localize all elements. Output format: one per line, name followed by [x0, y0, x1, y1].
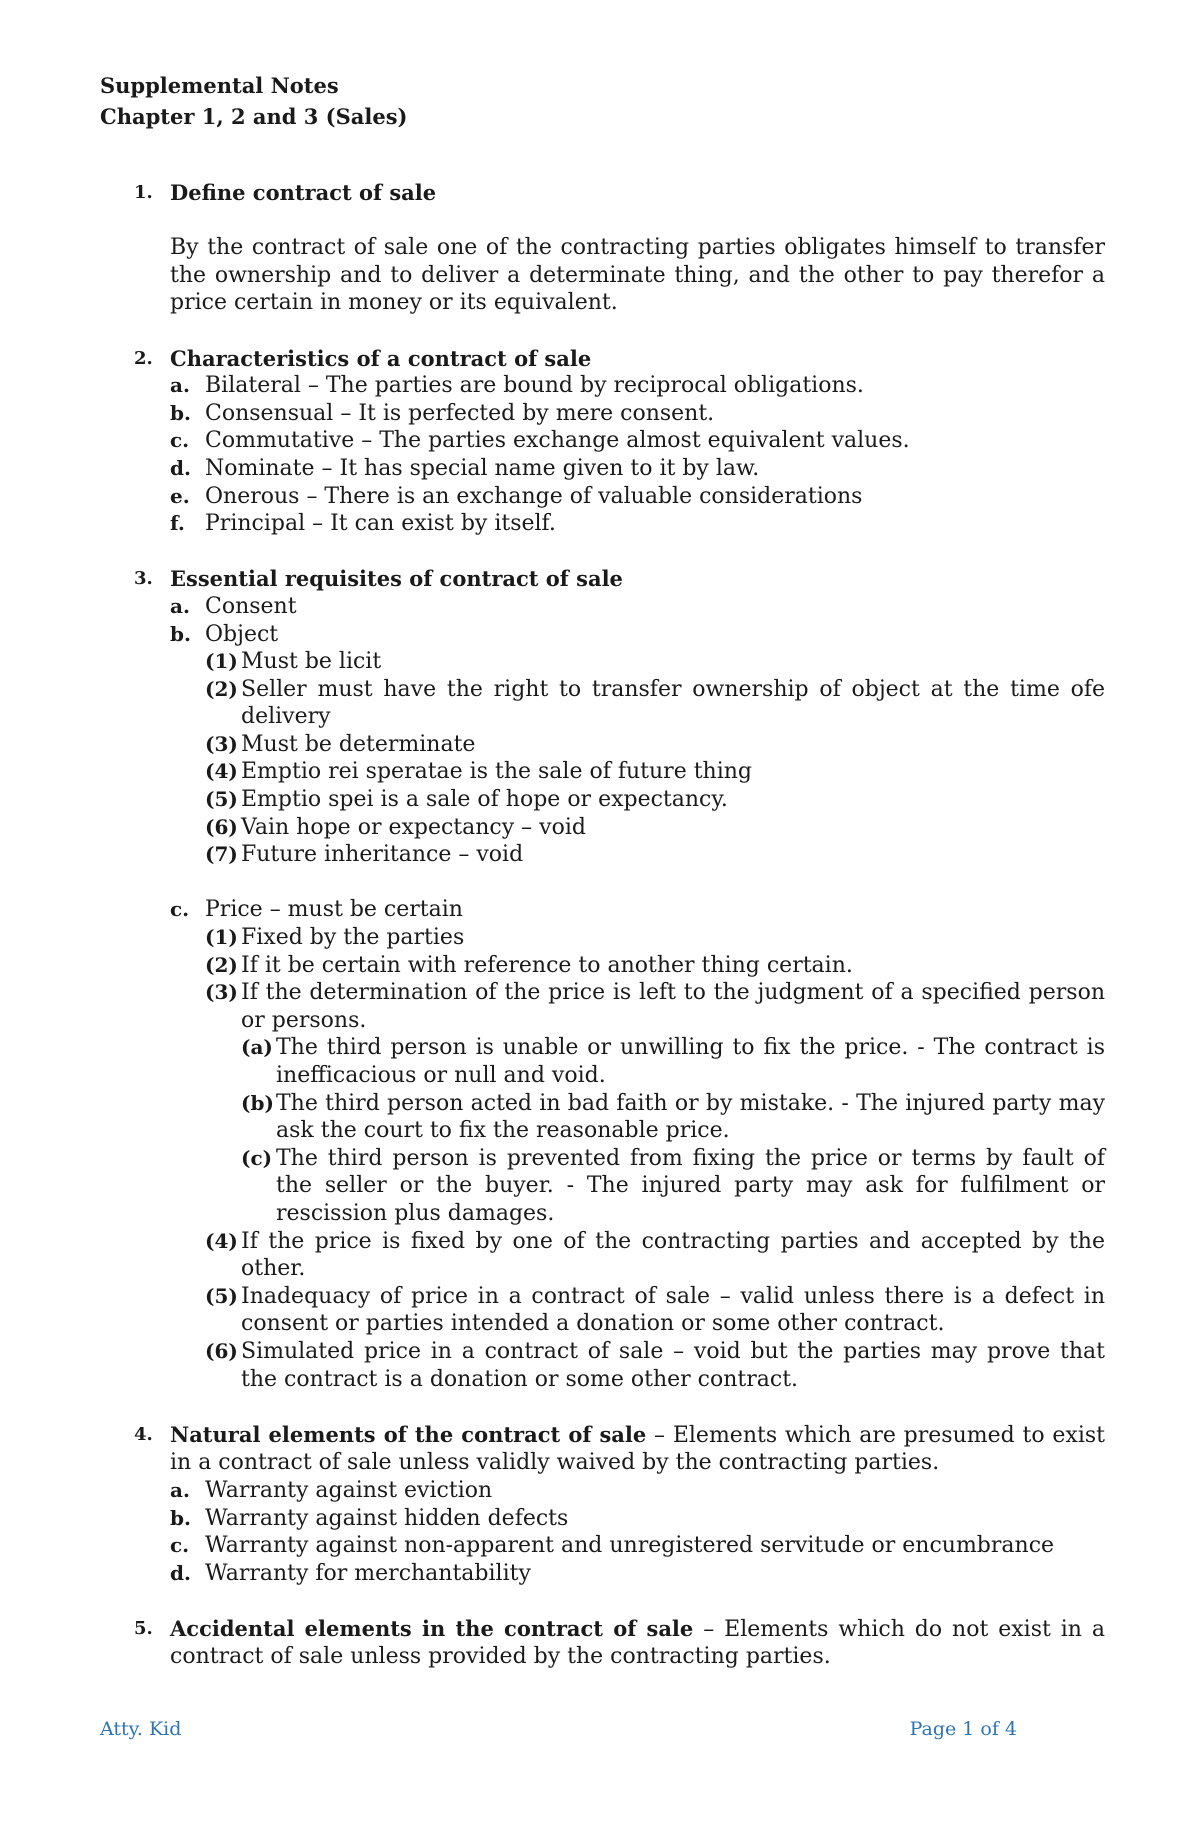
sub-list-item	[170, 1283, 1105, 1338]
list-item	[170, 1505, 1105, 1533]
document-body	[100, 179, 1105, 1671]
section-2	[100, 345, 1105, 538]
footer-author: Atty. Kid	[100, 1718, 182, 1740]
definition-paragraph: By the contract of sale one of the contracting parties obligates himself to transfer the ownership and to deliver a determinate thing, and the other to pay therefor a price certain in money or its equivalent.	[170, 235, 1105, 316]
sub-list-item	[170, 648, 1105, 676]
section-4	[100, 1421, 1105, 1588]
list-marker: (b)	[241, 1090, 274, 1115]
list-marker: (2)	[205, 676, 238, 701]
header-title: Supplemental Notes	[100, 73, 339, 98]
sub-list-item	[170, 758, 1105, 786]
sub-list-item	[170, 1338, 1105, 1393]
list-marker: (1)	[205, 925, 238, 950]
section-title: Define contract of sale	[170, 180, 437, 205]
list-item	[170, 1477, 1105, 1505]
list-item-text: Nominate – It has special name given to it by law.	[205, 455, 760, 481]
sub-list-item	[170, 924, 1105, 952]
list-item-text: Object	[205, 621, 279, 647]
list-item-text: Warranty against eviction	[205, 1477, 493, 1503]
sub-sub-list-item	[170, 1034, 1105, 1089]
sub-list-item	[170, 814, 1105, 842]
list-item-text: Commutative – The parties exchange almost equivalent values.	[205, 428, 910, 454]
list-marker: a.	[170, 1477, 190, 1502]
list-item	[170, 455, 1105, 483]
list-item-text: If it be certain with reference to another thing certain.	[241, 952, 853, 978]
list-item-text: The third person is prevented from fixing the price or terms by fault of the seller or the buyer. - The injured party may ask for fulfilment or rescission plus damages.	[276, 1145, 1105, 1226]
list-item	[170, 1532, 1105, 1560]
list-item-text: Consent	[205, 593, 297, 619]
section-number: 4.	[134, 1423, 153, 1445]
list-marker: e.	[170, 483, 190, 508]
section-title: Accidental elements in the contract of sale	[170, 1615, 694, 1641]
section-heading-paragraph	[170, 1421, 1105, 1477]
sub-list-item	[170, 676, 1105, 731]
list-item-text: Principal – It can exist by itself.	[205, 511, 556, 537]
section-5	[100, 1615, 1105, 1671]
list-marker: b.	[170, 400, 191, 425]
list-marker: (a)	[241, 1035, 273, 1060]
list-marker: d.	[170, 455, 191, 480]
list-item-text: Emptio rei speratae is the sale of future thing	[241, 759, 753, 785]
list-item-text: Warranty against hidden defects	[205, 1505, 569, 1531]
list-item-text: Warranty for merchantability	[205, 1560, 531, 1586]
list-marker: (c)	[241, 1145, 273, 1170]
spacer	[170, 869, 1105, 897]
list-item-text: Inadequacy of price in a contract of sale – valid unless there is a defect in consent or parties intended a donation or some other contract.	[241, 1283, 1105, 1337]
section-3	[100, 565, 1105, 1393]
list-item-text: If the price is fixed by one of the contracting parties and accepted by the other.	[241, 1228, 1105, 1282]
list-item-text: Future inheritance – void	[241, 842, 524, 868]
list-item-text: Fixed by the parties	[241, 925, 465, 951]
list-item-text: The third person acted in bad faith or by mistake. - The injured party may ask the court to fix the reasonable price.	[276, 1090, 1105, 1144]
list-item-text: Must be licit	[241, 649, 382, 675]
list-item	[170, 621, 1105, 649]
section-description: – Elements which are presumed to exist in a contract of sale unless validly waived by the contracting parties.	[170, 1422, 1105, 1476]
sub-sub-list-item	[170, 1145, 1105, 1228]
list-item-text: Warranty against non-apparent and unregistered servitude or encumbrance	[205, 1533, 1055, 1559]
section-title: Natural elements of the contract of sale	[170, 1421, 647, 1447]
list-item	[170, 372, 1105, 400]
list-item	[170, 400, 1105, 428]
list-marker: c.	[170, 428, 190, 453]
section-title: Essential requisites of contract of sale	[170, 566, 623, 592]
list-item-text: Must be determinate	[241, 731, 476, 757]
list-marker: (6)	[205, 1338, 238, 1363]
section-number: 1.	[134, 182, 153, 203]
list-marker: (1)	[205, 649, 238, 674]
list-marker: (2)	[205, 952, 238, 977]
list-marker: (5)	[205, 1283, 238, 1308]
sub-sub-list-item	[170, 1090, 1105, 1145]
list-item-text: Seller must have the right to transfer ownership of object at the time ofe delivery	[241, 676, 1105, 730]
list-marker: (4)	[205, 1228, 238, 1253]
list-marker: b.	[170, 621, 191, 646]
list-marker: b.	[170, 1505, 191, 1530]
section-heading-paragraph	[170, 1615, 1105, 1671]
list-item-text: Consensual – It is perfected by mere consent.	[205, 400, 715, 426]
section-description: – Elements which do not exist in a contract of sale unless provided by the contracting parties.	[170, 1616, 1106, 1670]
section-number: 5.	[134, 1617, 153, 1639]
list-marker: a.	[170, 593, 190, 618]
list-item-text: Emptio spei is a sale of hope or expectancy.	[241, 787, 728, 813]
list-item-text: Onerous – There is an exchange of valuable considerations	[205, 483, 863, 509]
list-item-text: Vain hope or expectancy – void	[241, 814, 586, 840]
list-marker: a.	[170, 373, 190, 398]
sub-list-item	[170, 1228, 1105, 1283]
sub-list-item	[170, 841, 1105, 869]
list-marker: c.	[170, 897, 190, 922]
list-item	[170, 483, 1105, 511]
list-item-text: If the determination of the price is left to the judgment of a specified person or persons.	[241, 980, 1105, 1033]
list-item	[170, 510, 1105, 538]
sub-list-item	[170, 979, 1105, 1034]
list-marker: (3)	[205, 980, 238, 1005]
header-subtitle: Chapter 1, 2 and 3 (Sales)	[100, 104, 408, 129]
footer-page-number: Page 1 of 4	[909, 1718, 1017, 1740]
list-marker: (5)	[205, 787, 238, 812]
list-marker: f.	[170, 511, 185, 536]
list-item	[170, 427, 1105, 455]
section-number: 2.	[134, 347, 153, 369]
list-item-text: The third person is unable or unwilling to fix the price. - The contract is inefficacious or null and void.	[276, 1035, 1105, 1088]
document-header	[100, 70, 407, 132]
sub-list-item	[170, 731, 1105, 759]
list-item	[170, 593, 1105, 621]
sub-list-item	[170, 786, 1105, 814]
list-item	[170, 896, 1105, 924]
list-item-text: Price – must be certain	[205, 897, 463, 923]
sub-list-item	[170, 952, 1105, 980]
list-marker: (4)	[205, 759, 238, 784]
list-marker: c.	[170, 1533, 190, 1558]
list-marker: (6)	[205, 814, 238, 839]
list-marker: (3)	[205, 731, 238, 756]
section-title: Characteristics of a contract of sale	[170, 345, 592, 371]
list-item	[170, 1560, 1105, 1588]
list-item-text: Bilateral – The parties are bound by reciprocal obligations.	[205, 373, 864, 399]
list-item-text: Simulated price in a contract of sale – void but the parties may prove that the contract is a donation or some other contract.	[241, 1338, 1105, 1392]
list-marker: d.	[170, 1560, 191, 1585]
section-1	[100, 179, 1105, 317]
list-marker: (7)	[205, 842, 238, 867]
section-number: 3.	[134, 568, 153, 590]
